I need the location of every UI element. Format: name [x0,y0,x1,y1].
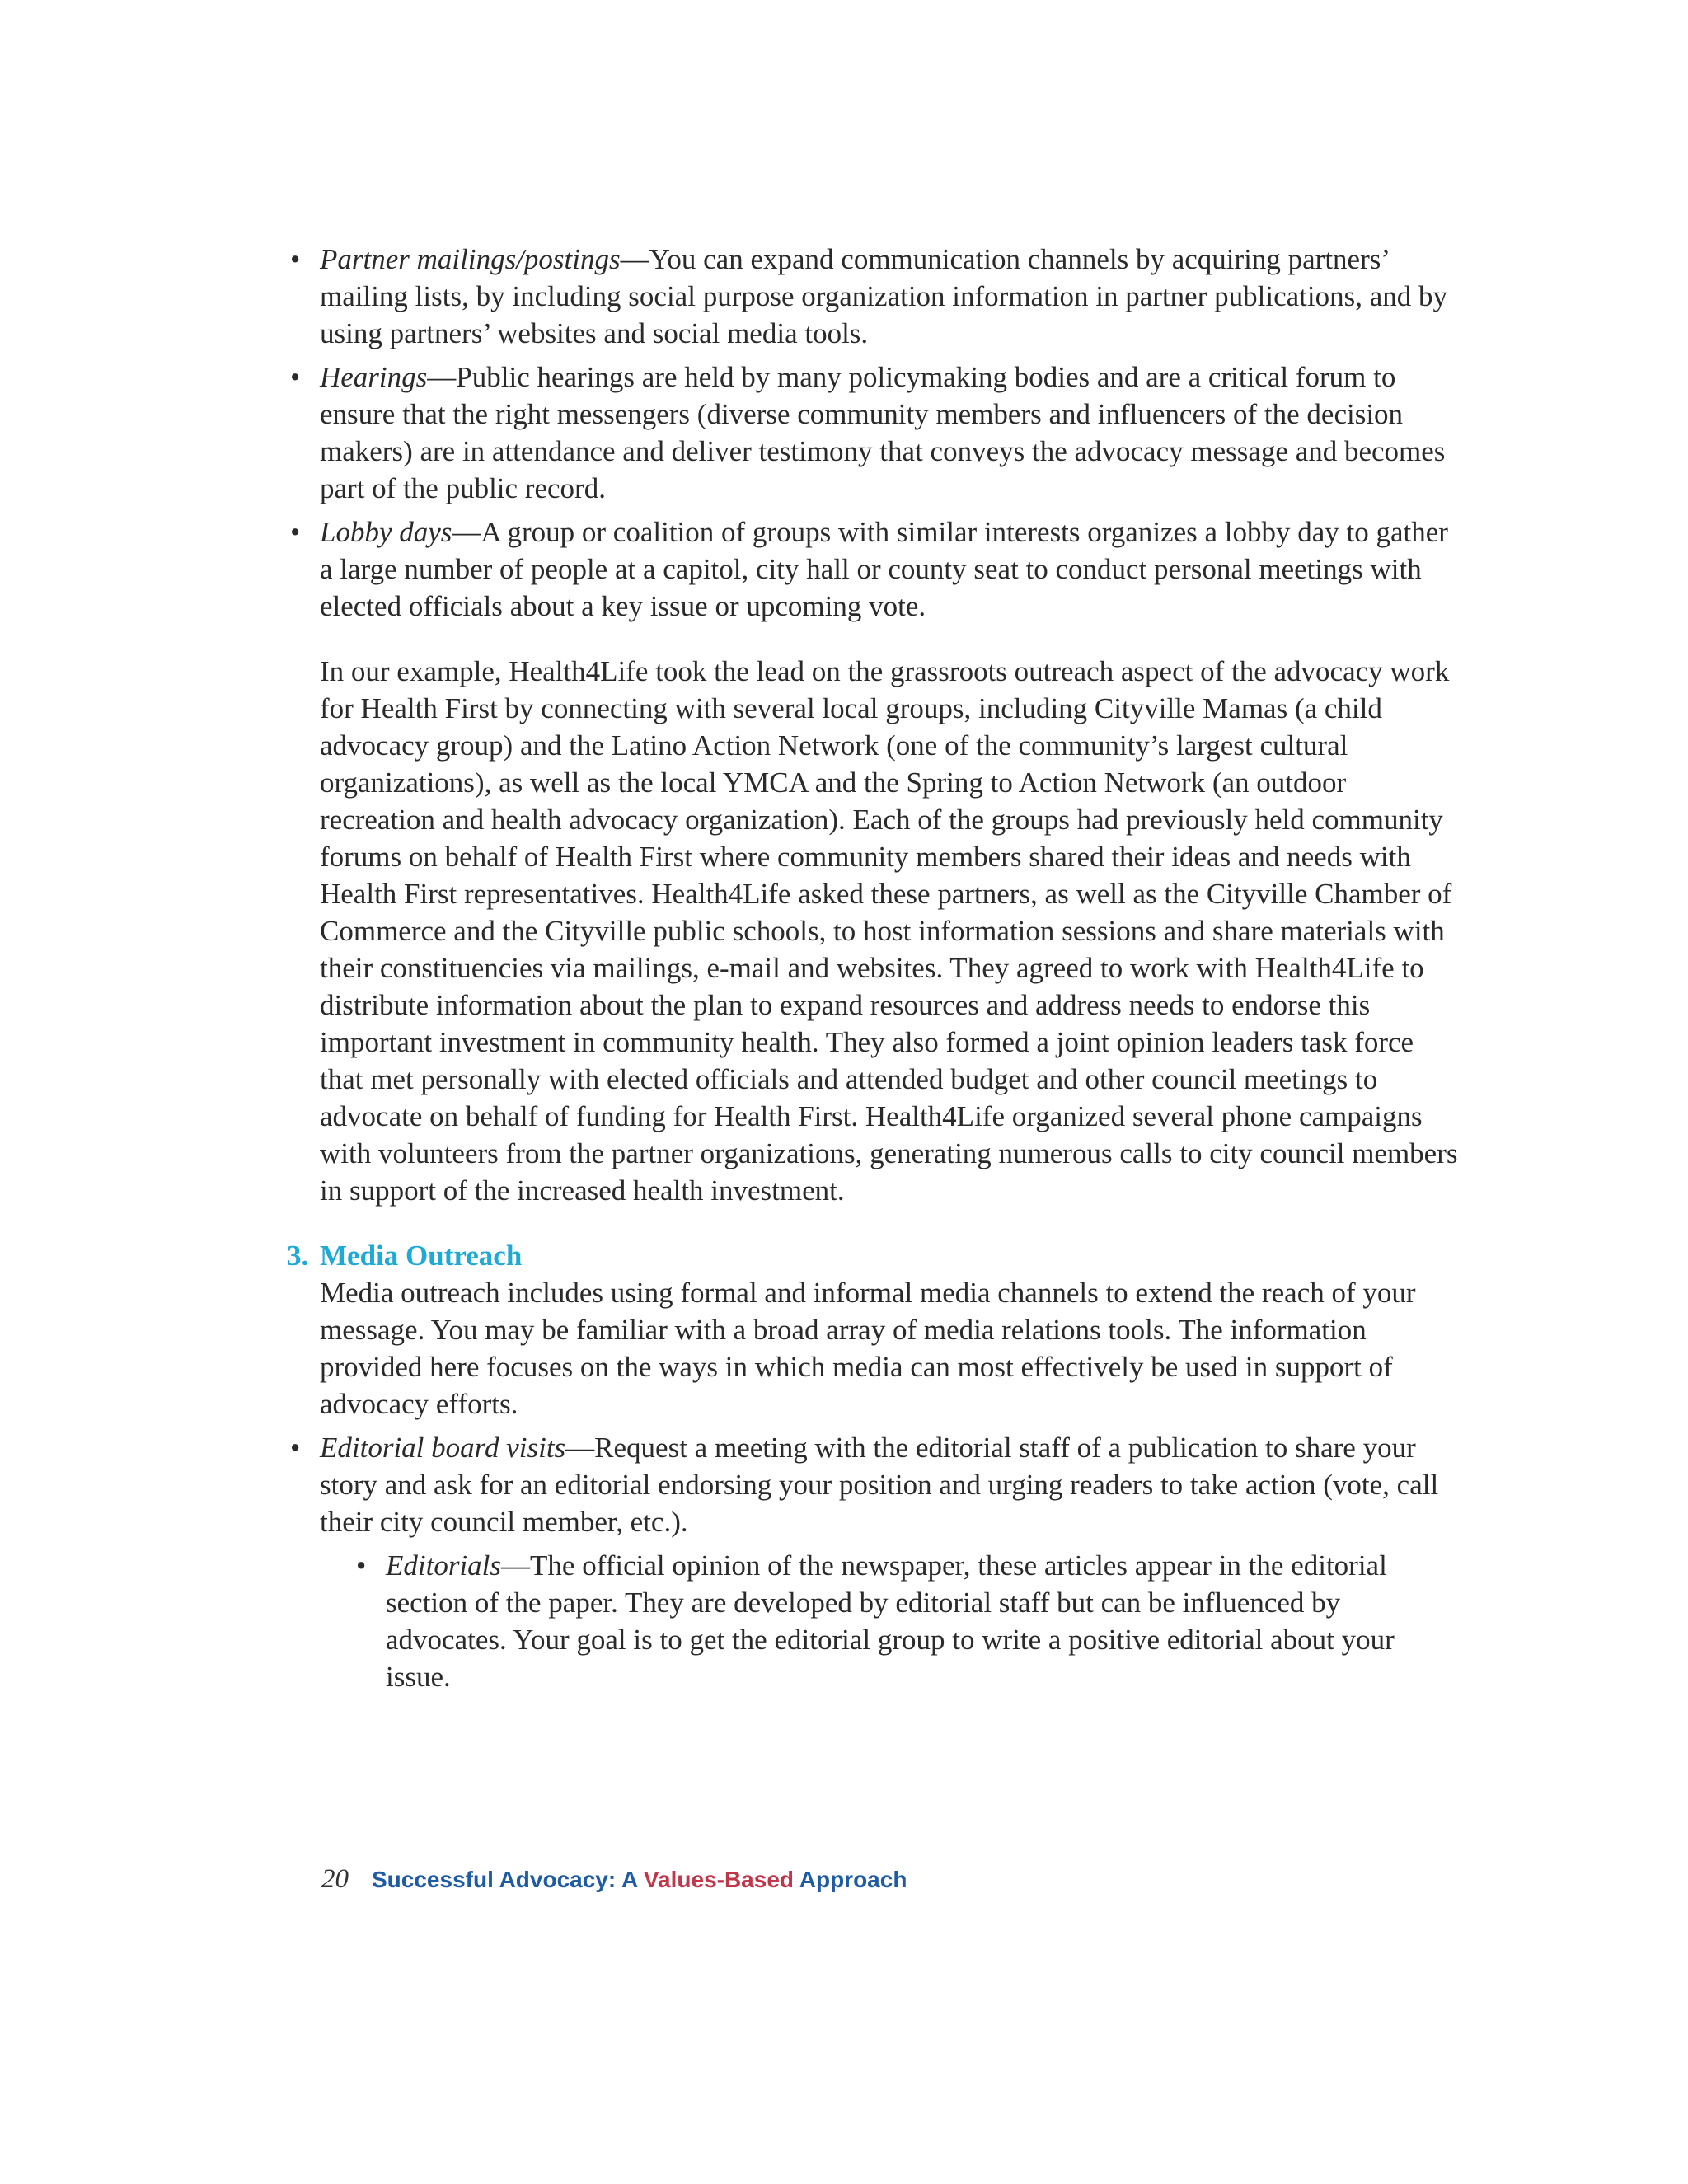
bullet-term: Partner mailings/postings [320,243,621,275]
bullet-text: —The official opinion of the newspaper, these articles appear in the editorial section of the paper. They are developed by editorial staff but can be influenced by advocates. Your goal is to get the editorial group to write a positive editorial about your issue. [386,1549,1395,1693]
bullet-term: Editorial board visits [320,1432,566,1464]
publication-title-part3: Approach [794,1867,907,1892]
bullet-dot-icon: • [290,243,301,275]
bullet-text: —You can expand communication channels by acquiring partners’ mailing lists, by including social purpose organization information in partner publications, and by using partners’ websites and social media tools. [320,243,1447,349]
bullet-hearings [290,359,1461,507]
section-number: 3. [287,1240,309,1272]
bullet-term: Editorials [386,1549,502,1582]
bullet-dot-icon: • [290,516,301,548]
page-footer [321,1864,907,1895]
sub-bullet-editorials [356,1547,1461,1695]
example-paragraph: In our example, Health4Life took the lead on the grassroots outreach aspect of the advocacy work for Health First by connecting with several local groups, including Cityville Mamas (a child advocacy group) and the Latino Action Network (one of the community’s largest cultural organizations), as well as the local YMCA and the Spring to Action Network (an outdoor recreation and health advocacy organization). Each of the groups had previously held community forums on behalf of Health First where community members shared their ideas and needs with Health First representatives. Health4Life asked these partners, as well as the Cityville Chamber of Commerce and the Cityville public schools, to host information sessions and share materials with their constituencies via mailings, e-mail and websites. They agreed to work with Health4Life to distribute information about the plan to expand resources and address needs to endorse this important investment in community health. They also formed a joint opinion leaders task force that met personally with elected officials and attended budget and other council meetings to advocate on behalf of funding for Health First. Health4Life organized several phone campaigns with volunteers from the partner organizations, generating numerous calls to city council members in support of the increased health investment. [320,655,1458,1207]
bullet-text: —Public hearings are held by many policymaking bodies and are a critical forum to ensure that the right messengers (diverse community members and influencers of the decision makers) are in attendance and deliver testimony that conveys the advocacy message and becomes part of the public record. [320,361,1446,504]
publication-title [372,1867,907,1892]
bullet-dot-icon: • [356,1549,367,1582]
bullet-dot-icon: • [290,361,301,393]
bullet-dot-icon: • [290,1432,301,1464]
bullet-editorial-board-visits [290,1429,1461,1540]
page-number: 20 [321,1864,349,1894]
bullet-text: —A group or coalition of groups with similar interests organizes a lobby day to gather a large number of people at a capitol, city hall or county seat to conduct personal meetings with elected officials about a key issue or upcoming vote. [320,516,1448,622]
bullet-text: —Request a meeting with the editorial staff of a publication to share your story and ask for an editorial endorsing your position and urging readers to take action (vote, call their city council member, etc.). [320,1432,1439,1538]
bullet-partner-mailings [290,241,1461,352]
page-content [287,241,1461,1702]
bullet-term: Lobby days [320,516,452,548]
section-body: Media outreach includes using formal and informal media channels to extend the reach of your message. You may be familiar with a broad array of media relations tools. The information provided here focuses on the ways in which media can most effectively be used in support of advocacy efforts. [320,1277,1416,1420]
bullet-lobby-days [290,513,1461,625]
bullet-term: Hearings [320,361,428,393]
publication-title-part2: Values-Based [643,1867,795,1892]
section-title: Media Outreach [320,1240,523,1272]
section-media-outreach [287,1237,1461,1422]
publication-title-part1: Successful Advocacy: A [372,1867,644,1892]
